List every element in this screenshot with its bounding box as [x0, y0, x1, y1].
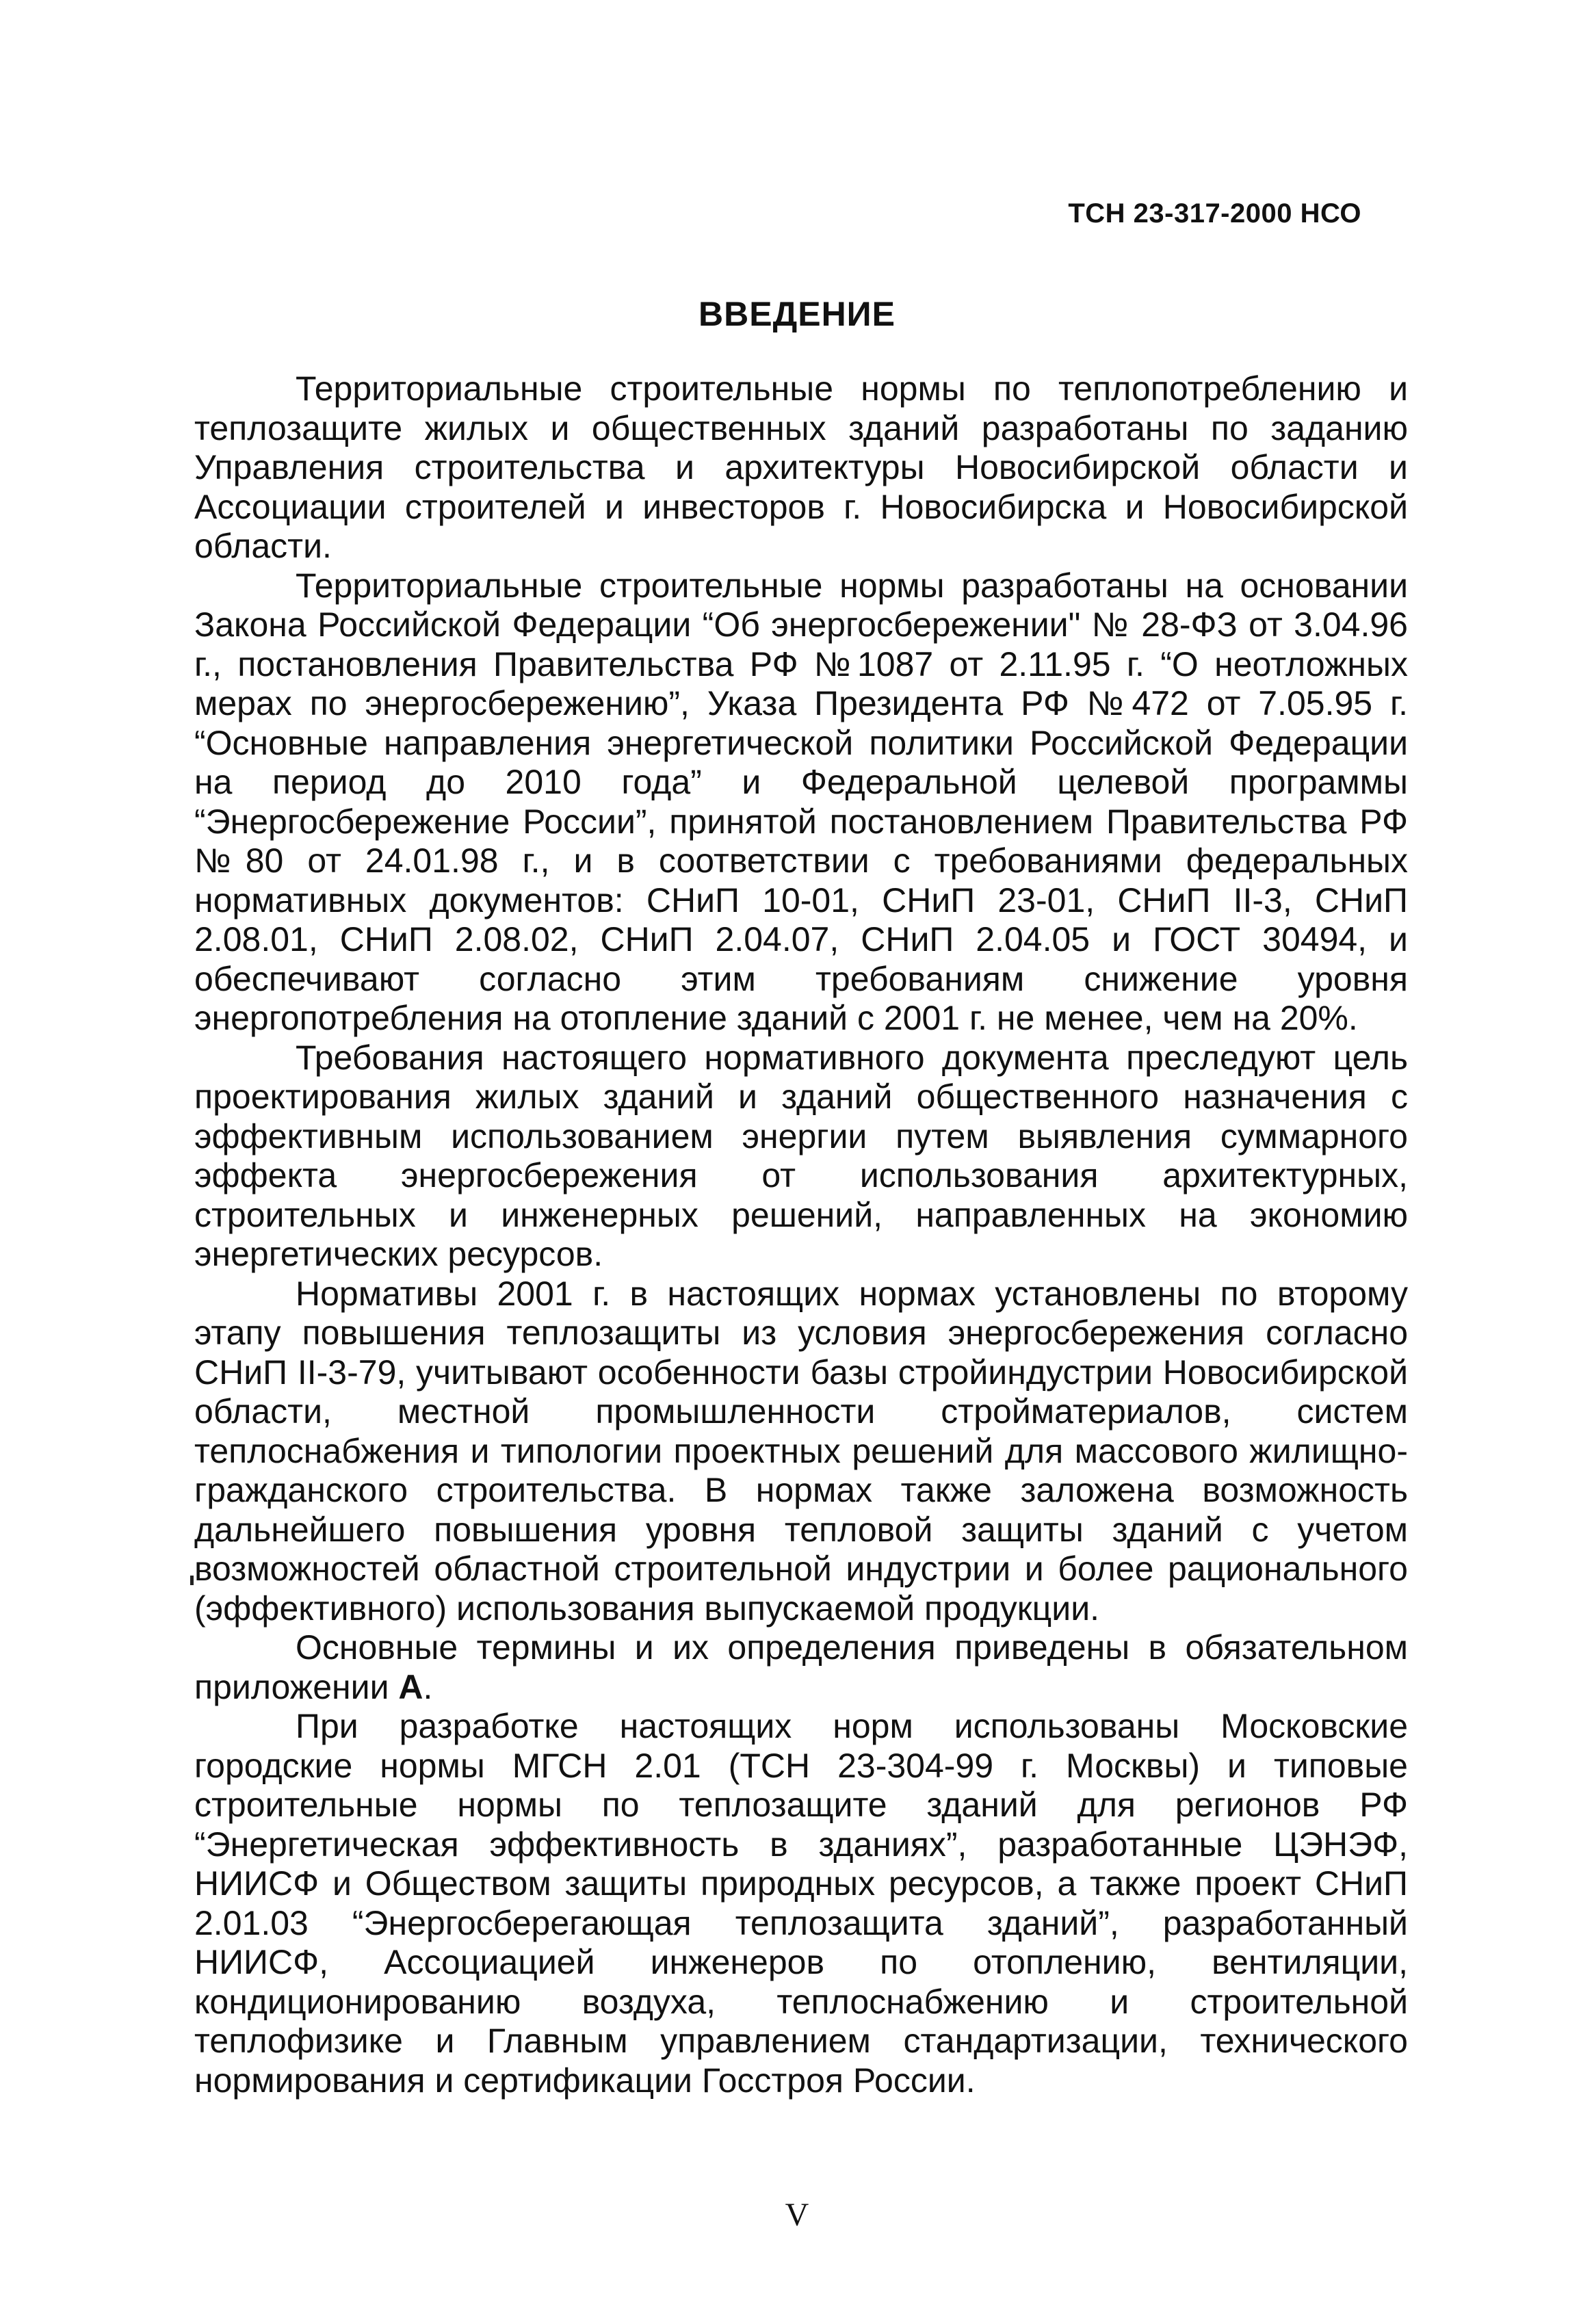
paragraph: При разработке настоящих норм использованы Московские городские нормы МГСН 2.01 (ТСН 23-304-99 г. Москвы) и типовые строительные нормы по теплозащите зданий для регионов РФ “Энергетическая эффективность в зданиях”, разработанные ЦЭНЭФ, НИИСФ и Обществом защиты природных ресурсов, а также проект СНиП 2.01.03 “Энергосберегающая теплозащита зданий”, разработанный НИИСФ, Ассоциацией инженеров по отоплению, вентиляции, кондиционированию воздуха, теплоснабжению и строительной теплофизике и Главным управлением стандартизации, технического нормирования и сертификации Госстроя России.	[194, 1707, 1408, 2100]
paragraph: Территориальные строительные нормы разработаны на основании Закона Российской Федерации “Об энергосбережении" № 28-ФЗ от 3.04.96 г., постановления Правительства РФ №1087 от 2.11.95 г. “О неотложных мерах по энергосбережению”, Указа Президента РФ №472 от 7.05.95 г. “Основные направления энергетической политики Российской Федерации на период до 2010 года” и Федеральной целевой программы “Энергосбережение России”, принятой постановлением Правительства РФ №80 от 24.01.98 г., и в соответствии с требованиями федеральных нормативных документов: СНиП 10-01, СНиП 23-01, СНиП II-3, СНиП 2.08.01, СНиП 2.08.02, СНиП 2.04.07, СНиП 2.04.05 и ГОСТ 30494, и обеспечивают согласно этим требованиям снижение уровня энергопотребления на отопление зданий с 2001 г. не менее, чем на 20%.	[194, 566, 1408, 1037]
appendix-letter: А	[398, 1667, 423, 1706]
document-code: ТСН 23-317-2000 НСО	[1068, 198, 1361, 229]
body-text	[194, 369, 1408, 2100]
paragraph: Территориальные строительные нормы по теплопотреблению и теплозащите жилых и общественных зданий разработаны по заданию Управления строительства и архитектуры Новосибирской области и Ассоциации строителей и инвесторов г. Новосибирска и Новосибирской области.	[194, 369, 1408, 565]
paragraph: Требования настоящего нормативного документа преследуют цель проектирования жилых зданий и зданий общественного назначения с эффективным использованием энергии путем выявления суммарного эффекта энергосбережения от использования архитектурных, строительных и инженерных решений, направленных на экономию энергетических ресурсов.	[194, 1038, 1408, 1273]
paragraph-text: Основные термины и их определения приведены в обязательном приложении	[194, 1628, 1408, 1706]
section-title: ВВЕДЕНИЕ	[698, 295, 896, 333]
paragraph-appendix-reference	[194, 1628, 1408, 1707]
paragraph: Нормативы 2001 г. в настоящих нормах установлены по второму этапу повышения теплозащиты из условия энергосбережения согласно СНиП II-3-79, учитывают особенности базы стройиндустрии Новосибирской области, местной промышленности стройматериалов, систем теплоснабжения и типологии проектных решений для массового жилищно-гражданского строительства. В нормах также заложена возможность дальнейшего повышения уровня тепловой защиты зданий с учетом возможностей областной строительной индустрии и более рационального (эффективного) использования выпускаемой продукции.	[194, 1274, 1408, 1628]
paragraph-tail: .	[423, 1667, 433, 1706]
scan-speck-mark	[190, 1576, 194, 1585]
page-number: V	[785, 2197, 809, 2233]
